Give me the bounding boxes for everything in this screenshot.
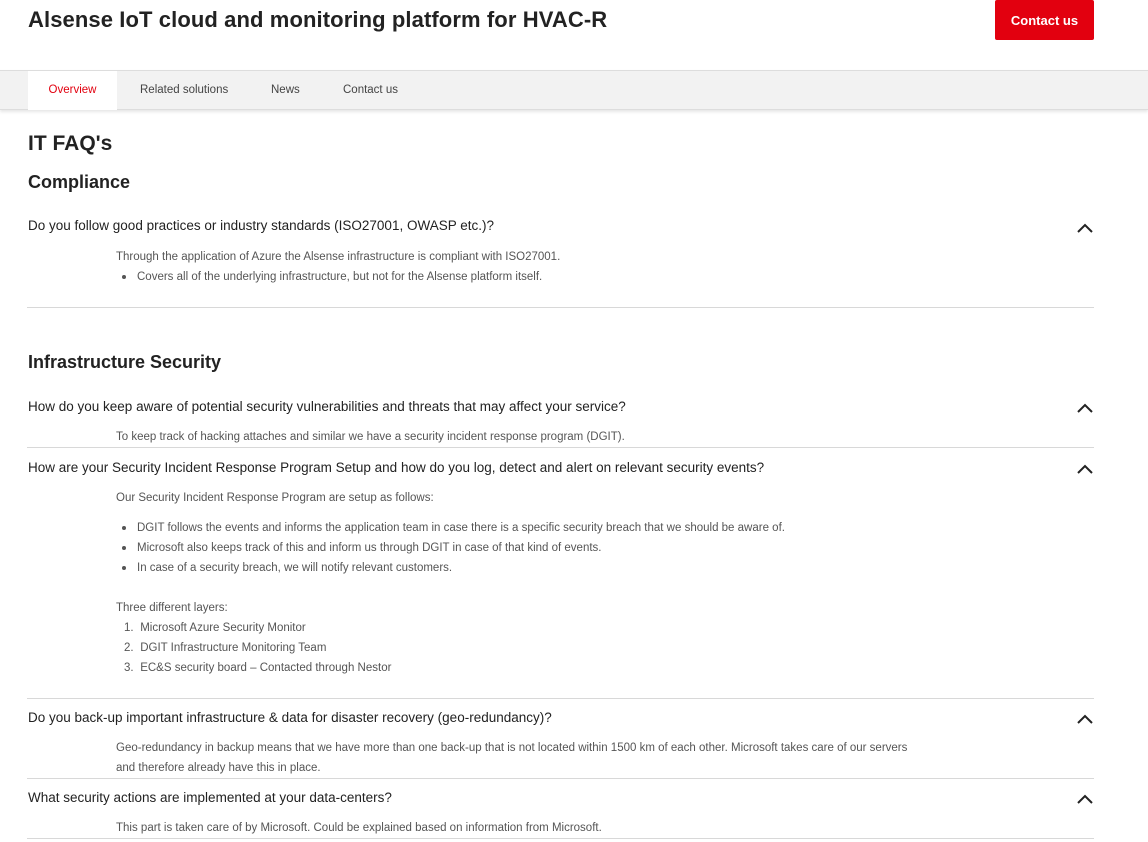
answer-text: This part is taken care of by Microsoft. Could be explained based on information from Microsoft. (116, 822, 602, 834)
page-header (0, 0, 1148, 70)
layer-item: 1. Microsoft Azure Security Monitor (124, 622, 306, 634)
tab-news[interactable]: News (271, 84, 300, 96)
divider (27, 307, 1094, 308)
answer-text: Our Security Incident Response Program are setup as follows: (116, 492, 434, 504)
faq-question[interactable]: What security actions are implemented at your data-centers? (28, 790, 392, 805)
faq-answer (116, 818, 602, 838)
faq-question[interactable]: Do you follow good practices or industry standards (ISO27001, OWASP etc.)? (28, 218, 494, 233)
divider (27, 698, 1094, 699)
layer-item: 2. DGIT Infrastructure Monitoring Team (124, 642, 327, 654)
answer-text: To keep track of hacking attaches and similar we have a security incident response program (DGIT). (116, 431, 625, 443)
section-title-compliance: Compliance (28, 172, 131, 192)
answer-bullet: DGIT follows the events and informs the application team in case there is a specific security breach that we should be aware of. (116, 518, 785, 538)
chevron-up-icon[interactable] (1076, 402, 1094, 414)
tab-contact-us[interactable]: Contact us (343, 84, 398, 96)
answer-line: and therefore already have this in place. (116, 762, 321, 774)
divider (27, 838, 1094, 839)
faq-question[interactable]: Do you back-up important infrastructure & data for disaster recovery (geo-redundancy)? (28, 710, 552, 725)
contact-us-button[interactable]: Contact us (995, 0, 1094, 40)
chevron-up-icon[interactable] (1076, 793, 1094, 805)
answer-line: Geo-redundancy in backup means that we have more than one back-up that is not located within 1500 km of each other. Microsoft takes care of our servers (116, 742, 908, 754)
page-title: Alsense IoT cloud and monitoring platform for HVAC-R (28, 7, 608, 32)
chevron-up-icon[interactable] (1076, 222, 1094, 234)
layers-intro: Three different layers: (116, 602, 228, 614)
answer-bullet: Covers all of the underlying infrastructure, but not for the Alsense platform itself. (116, 267, 560, 287)
divider (27, 447, 1094, 448)
layer-item: 3. EC&S security board – Contacted through Nestor (124, 662, 392, 674)
chevron-up-icon[interactable] (1076, 463, 1094, 475)
faq-question[interactable]: How are your Security Incident Response Program Setup and how do you log, detect and alert on relevant security events? (28, 460, 765, 475)
chevron-up-icon[interactable] (1076, 713, 1094, 725)
faq-answer (116, 427, 625, 447)
tab-bar (0, 70, 1148, 110)
answer-text: Through the application of Azure the Alsense infrastructure is compliant with ISO27001. (116, 251, 561, 263)
tab-related-solutions[interactable]: Related solutions (140, 84, 229, 96)
faq-answer (116, 247, 560, 287)
answer-bullet: Microsoft also keeps track of this and inform us through DGIT in case of that kind of events. (116, 538, 785, 558)
faq-heading: IT FAQ's (28, 132, 113, 155)
answer-bullet: In case of a security breach, we will notify relevant customers. (116, 558, 785, 578)
faq-question[interactable]: How do you keep aware of potential security vulnerabilities and threats that may affect your service? (28, 399, 626, 414)
tab-overview[interactable]: Overview (28, 71, 117, 110)
section-title-infrastructure-security: Infrastructure Security (28, 352, 222, 372)
faq-answer (116, 738, 907, 778)
divider (27, 778, 1094, 779)
faq-answer (116, 488, 785, 678)
